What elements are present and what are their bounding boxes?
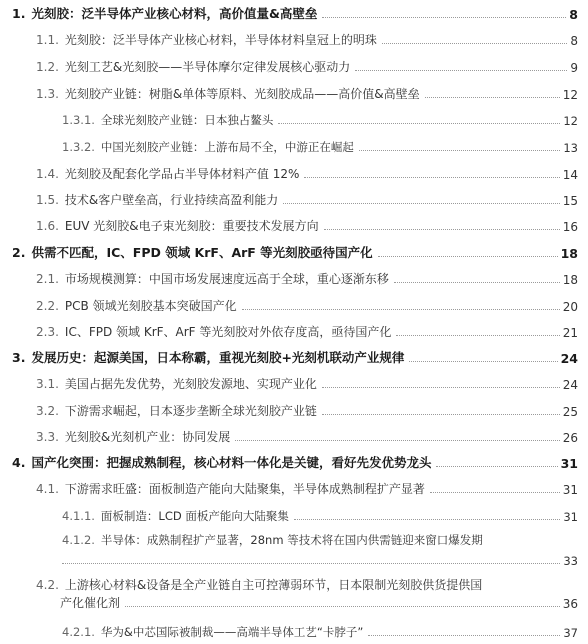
toc-title: PCB 领域光刻胶基本突破国产化 bbox=[64, 299, 237, 313]
dot-leader bbox=[322, 386, 560, 388]
dot-leader bbox=[304, 176, 559, 178]
toc-title: 光刻胶&光刻机产业：协同发展 bbox=[64, 430, 231, 444]
toc-title: 光刻胶产业链：树脂&单体等原料、光刻胶成品——高价值&高壁垒 bbox=[64, 87, 420, 101]
toc-page: 21 bbox=[562, 326, 578, 340]
dot-leader bbox=[382, 42, 567, 44]
toc-title: 美国占据先发优势，光刻胶发源地、实现产业化 bbox=[64, 377, 317, 391]
toc-page: 15 bbox=[562, 194, 578, 208]
toc-title: 光刻胶：泛半导体产业核心材料，高价值量&高壁垒 bbox=[31, 6, 318, 21]
toc-title: 半导体：成熟制程扩产显著，28nm 等技术将在国内供需链迎来窗口爆发期 bbox=[100, 533, 483, 547]
toc-number: 1.5. bbox=[36, 193, 59, 207]
toc-title: 光刻胶：泛半导体产业核心材料，半导体材料皇冠上的明珠 bbox=[64, 33, 377, 47]
toc-title: 光刻工艺&光刻胶——半导体摩尔定律发展核心驱动力 bbox=[64, 60, 351, 74]
toc-number: 4.1.1. bbox=[62, 509, 95, 523]
toc-page: 37 bbox=[563, 626, 578, 640]
toc-number: 1.1. bbox=[36, 33, 59, 47]
toc-title: IC、FPD 领域 KrF、ArF 等光刻胶对外依存度高，亟待国产化 bbox=[64, 325, 392, 339]
dot-leader bbox=[368, 634, 560, 636]
toc-title: 市场规模测算：中国市场发展速度远高于全球，重心逐渐东移 bbox=[64, 272, 389, 286]
toc-number: 3.2. bbox=[36, 404, 59, 418]
toc-title: 发展历史：起源美国，日本称霸，重视光刻胶+光刻机联动产业规律 bbox=[31, 350, 405, 365]
toc-number: 2. bbox=[12, 245, 26, 260]
dot-leader bbox=[322, 413, 560, 415]
toc-title: 全球光刻胶产业链：日本独占鳌头 bbox=[100, 113, 274, 127]
dot-leader bbox=[396, 334, 559, 336]
dot-leader bbox=[355, 69, 567, 71]
dot-leader bbox=[283, 202, 559, 204]
toc-number: 3.1. bbox=[36, 377, 59, 391]
toc-number: 1.3.2. bbox=[62, 140, 95, 154]
toc-title: 光刻胶及配套化学品占半导体材料产值 12% bbox=[64, 167, 300, 181]
dot-leader bbox=[409, 360, 557, 362]
toc-number: 1.3. bbox=[36, 87, 59, 101]
toc-title: 面板制造：LCD 面板产能向大陆聚集 bbox=[100, 509, 289, 523]
toc-page: 20 bbox=[562, 300, 578, 314]
toc-title: 供需不匹配，IC、FPD 领域 KrF、ArF 等光刻胶亟待国产化 bbox=[31, 245, 373, 260]
toc-number: 1.2. bbox=[36, 60, 59, 74]
dot-leader bbox=[125, 605, 560, 607]
toc-page: 25 bbox=[562, 405, 578, 419]
toc-number: 2.3. bbox=[36, 325, 59, 339]
toc-title: 华为&中芯国际被制裁——高端半导体工艺“卡脖子” bbox=[100, 625, 364, 639]
dot-leader bbox=[62, 562, 560, 564]
toc-title: 技术&客户壁垒高，行业持续高盈利能力 bbox=[64, 193, 279, 207]
toc-page: 18 bbox=[562, 273, 578, 287]
dot-leader bbox=[425, 96, 560, 98]
toc-page: 12 bbox=[562, 88, 578, 102]
toc-page: 33 bbox=[563, 554, 578, 568]
toc-number: 1. bbox=[12, 6, 26, 21]
toc-page: 16 bbox=[562, 220, 578, 234]
toc-page: 26 bbox=[562, 431, 578, 445]
toc-number: 1.4. bbox=[36, 167, 59, 181]
toc-page: 36 bbox=[562, 597, 578, 611]
dot-leader bbox=[278, 122, 560, 124]
dot-leader bbox=[378, 255, 558, 257]
toc-number: 3. bbox=[12, 350, 26, 365]
toc-page: 9 bbox=[570, 61, 578, 75]
toc-page: 18 bbox=[560, 246, 578, 261]
toc-number: 2.2. bbox=[36, 299, 59, 313]
toc-page: 24 bbox=[562, 378, 578, 392]
toc-number: 4.1.2. bbox=[62, 533, 95, 547]
toc-number: 4.1. bbox=[36, 482, 59, 496]
toc-number: 4.2. bbox=[36, 578, 59, 592]
toc-page: 31 bbox=[563, 510, 578, 524]
dot-leader bbox=[359, 149, 560, 151]
toc-number: 1.3.1. bbox=[62, 113, 95, 127]
toc-number: 3.3. bbox=[36, 430, 59, 444]
toc-number: 1.6. bbox=[36, 219, 59, 233]
toc-title: 下游需求崛起，日本逐步垄断全球光刻胶产业链 bbox=[64, 404, 317, 418]
toc-title: 上游核心材料&设备是全产业链自主可控薄弱环节，日本限制光刻胶供货提供国 bbox=[64, 578, 483, 592]
toc-page: 8 bbox=[569, 7, 578, 22]
toc-title: 国产化突围：把握成熟制程，核心材料一体化是关键，看好先发优势龙头 bbox=[31, 455, 432, 470]
toc-page: 31 bbox=[562, 483, 578, 497]
toc-page: 31 bbox=[560, 456, 578, 471]
toc-number: 2.1. bbox=[36, 272, 59, 286]
toc-page: 12 bbox=[563, 114, 578, 128]
toc-title: 下游需求旺盛：面板制造产能向大陆聚集，半导体成熟制程扩产显著 bbox=[64, 482, 425, 496]
toc-page: 14 bbox=[562, 168, 578, 182]
toc-title-continued: 产化催化剂 bbox=[60, 596, 121, 610]
dot-leader bbox=[242, 308, 560, 310]
dot-leader bbox=[394, 281, 560, 283]
toc-page: 8 bbox=[570, 34, 578, 48]
toc-title: 中国光刻胶产业链：上游布局不全，中游正在崛起 bbox=[100, 140, 354, 154]
toc-page: 13 bbox=[563, 141, 578, 155]
toc-page: 24 bbox=[560, 351, 578, 366]
dot-leader bbox=[436, 465, 557, 467]
toc-number: 4. bbox=[12, 455, 26, 470]
dot-leader bbox=[235, 439, 559, 441]
dot-leader bbox=[324, 228, 560, 230]
dot-leader bbox=[430, 491, 560, 493]
dot-leader bbox=[322, 16, 566, 18]
toc-number: 4.2.1. bbox=[62, 625, 95, 639]
toc-title: EUV 光刻胶&电子束光刻胶：重要技术发展方向 bbox=[64, 219, 319, 233]
dot-leader bbox=[294, 518, 560, 520]
